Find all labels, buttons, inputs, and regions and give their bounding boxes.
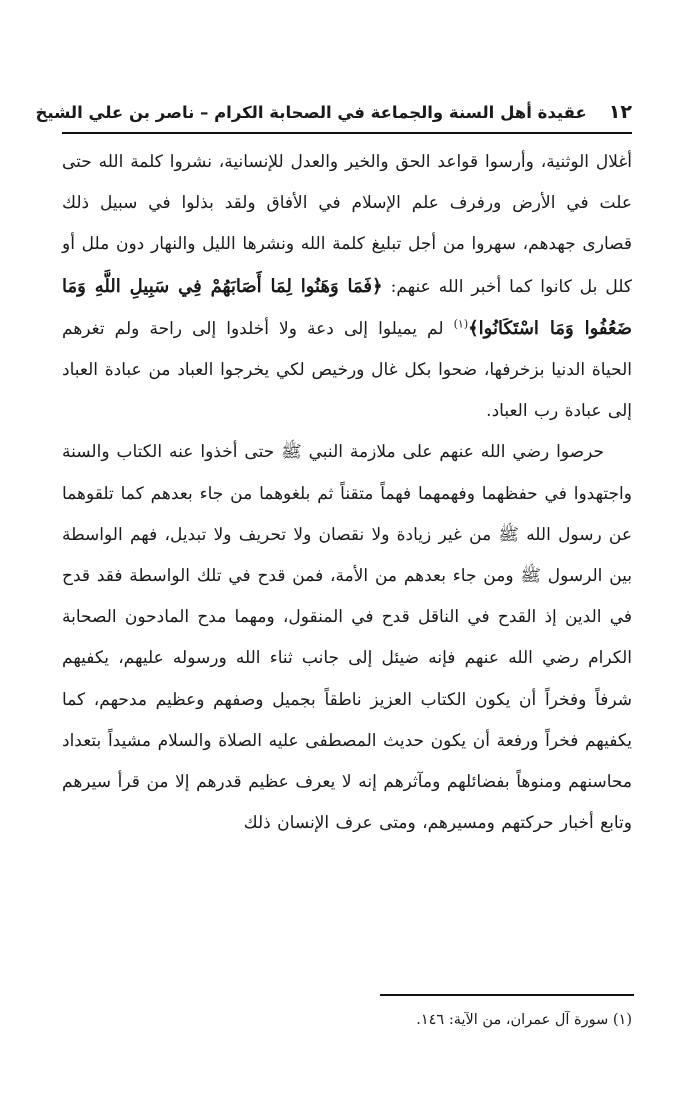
footnote-reference: (١)	[453, 317, 469, 331]
paragraph-1-text: أغلال الوثنية، وأرسوا قواعد الحق والخير والعدل للإنسانية، نشروا كلمة الله حتى علت في الأرض ورفرف علم الإسلام في الأفاق ولقد بذلوا في سبيل ذلك قصارى جهدهم، سهروا من أجل تبليغ كلمة الله ونشرها الليل والنهار دون ملل أو كلل بل كانوا كما أخبر الله عنهم:	[62, 152, 633, 297]
paragraph-1-continuation: لم يميلوا إلى دعة ولا أخلدوا إلى راحة ولم تغرهم الحياة الدنيا بزخرفها، ضحوا بكل غال ورخيص لكي يخرجوا العباد من عبادة العباد إلى عبادة رب العباد.	[62, 318, 632, 422]
running-title: عقيدة أهل السنة والجماعة في الصحابة الكرام – ناصر بن علي الشيخ	[35, 102, 587, 122]
footnote-divider	[380, 994, 634, 996]
paragraph-1	[62, 142, 632, 432]
page-number: ١٢	[608, 101, 632, 123]
page-header	[35, 92, 632, 134]
main-text	[62, 142, 632, 844]
paragraph-2-text: حرصوا رضي الله عنهم على ملازمة النبي ﷺ حتى أخذوا عنه الكتاب والسنة واجتهدوا في حفظهما وفهمهما فهماً متقناً ثم بلغوهما من جاء بعدهم كما تلقوهما عن رسول الله ﷺ من غير زيادة ولا نقصان ولا تحريف ولا تبديل، فهم الواسطة بين الرسول ﷺ ومن جاء بعدهم من الأمة، فمن قدح في تلك الواسطة فقد قدح في الدين إذ القدح في الناقل قدح في المنقول، ومهما مدح المادحون الصحابة الكرام رضي الله عنهم فإنه ضيئل إلى جانب ثناء الله ورسوله عليهم، يكفيهم شرفاً وفخراً أن يكون الكتاب العزيز ناطقاً بجميل وصفهم وعظيم مدحهم، كما يكفيهم فخراً ورفعة أن يكون حديث المصطفى عليه الصلاة والسلام مشيداً بتعداد محاسنهم ومنوهاً بفضائلهم ومآثرهم إنه لا يعرف عظيم قدرهم إلا من قرأ سيرهم وتابع أخبار حركتهم ومسيرهم، ومتى عرف الإنسان ذلك	[62, 442, 632, 834]
footnote: (١) سورة آل عمران، من الآية: ١٤٦.	[416, 1012, 632, 1028]
quran-verse: ﴿فَمَا وَهَنُوا لِمَا أَصَابَهُمْ فِي سَبِيلِ اللَّهِ وَمَا ضَعُفُوا وَمَا اسْتَكَانُوا﴾	[62, 275, 632, 339]
paragraph-2	[62, 432, 632, 844]
